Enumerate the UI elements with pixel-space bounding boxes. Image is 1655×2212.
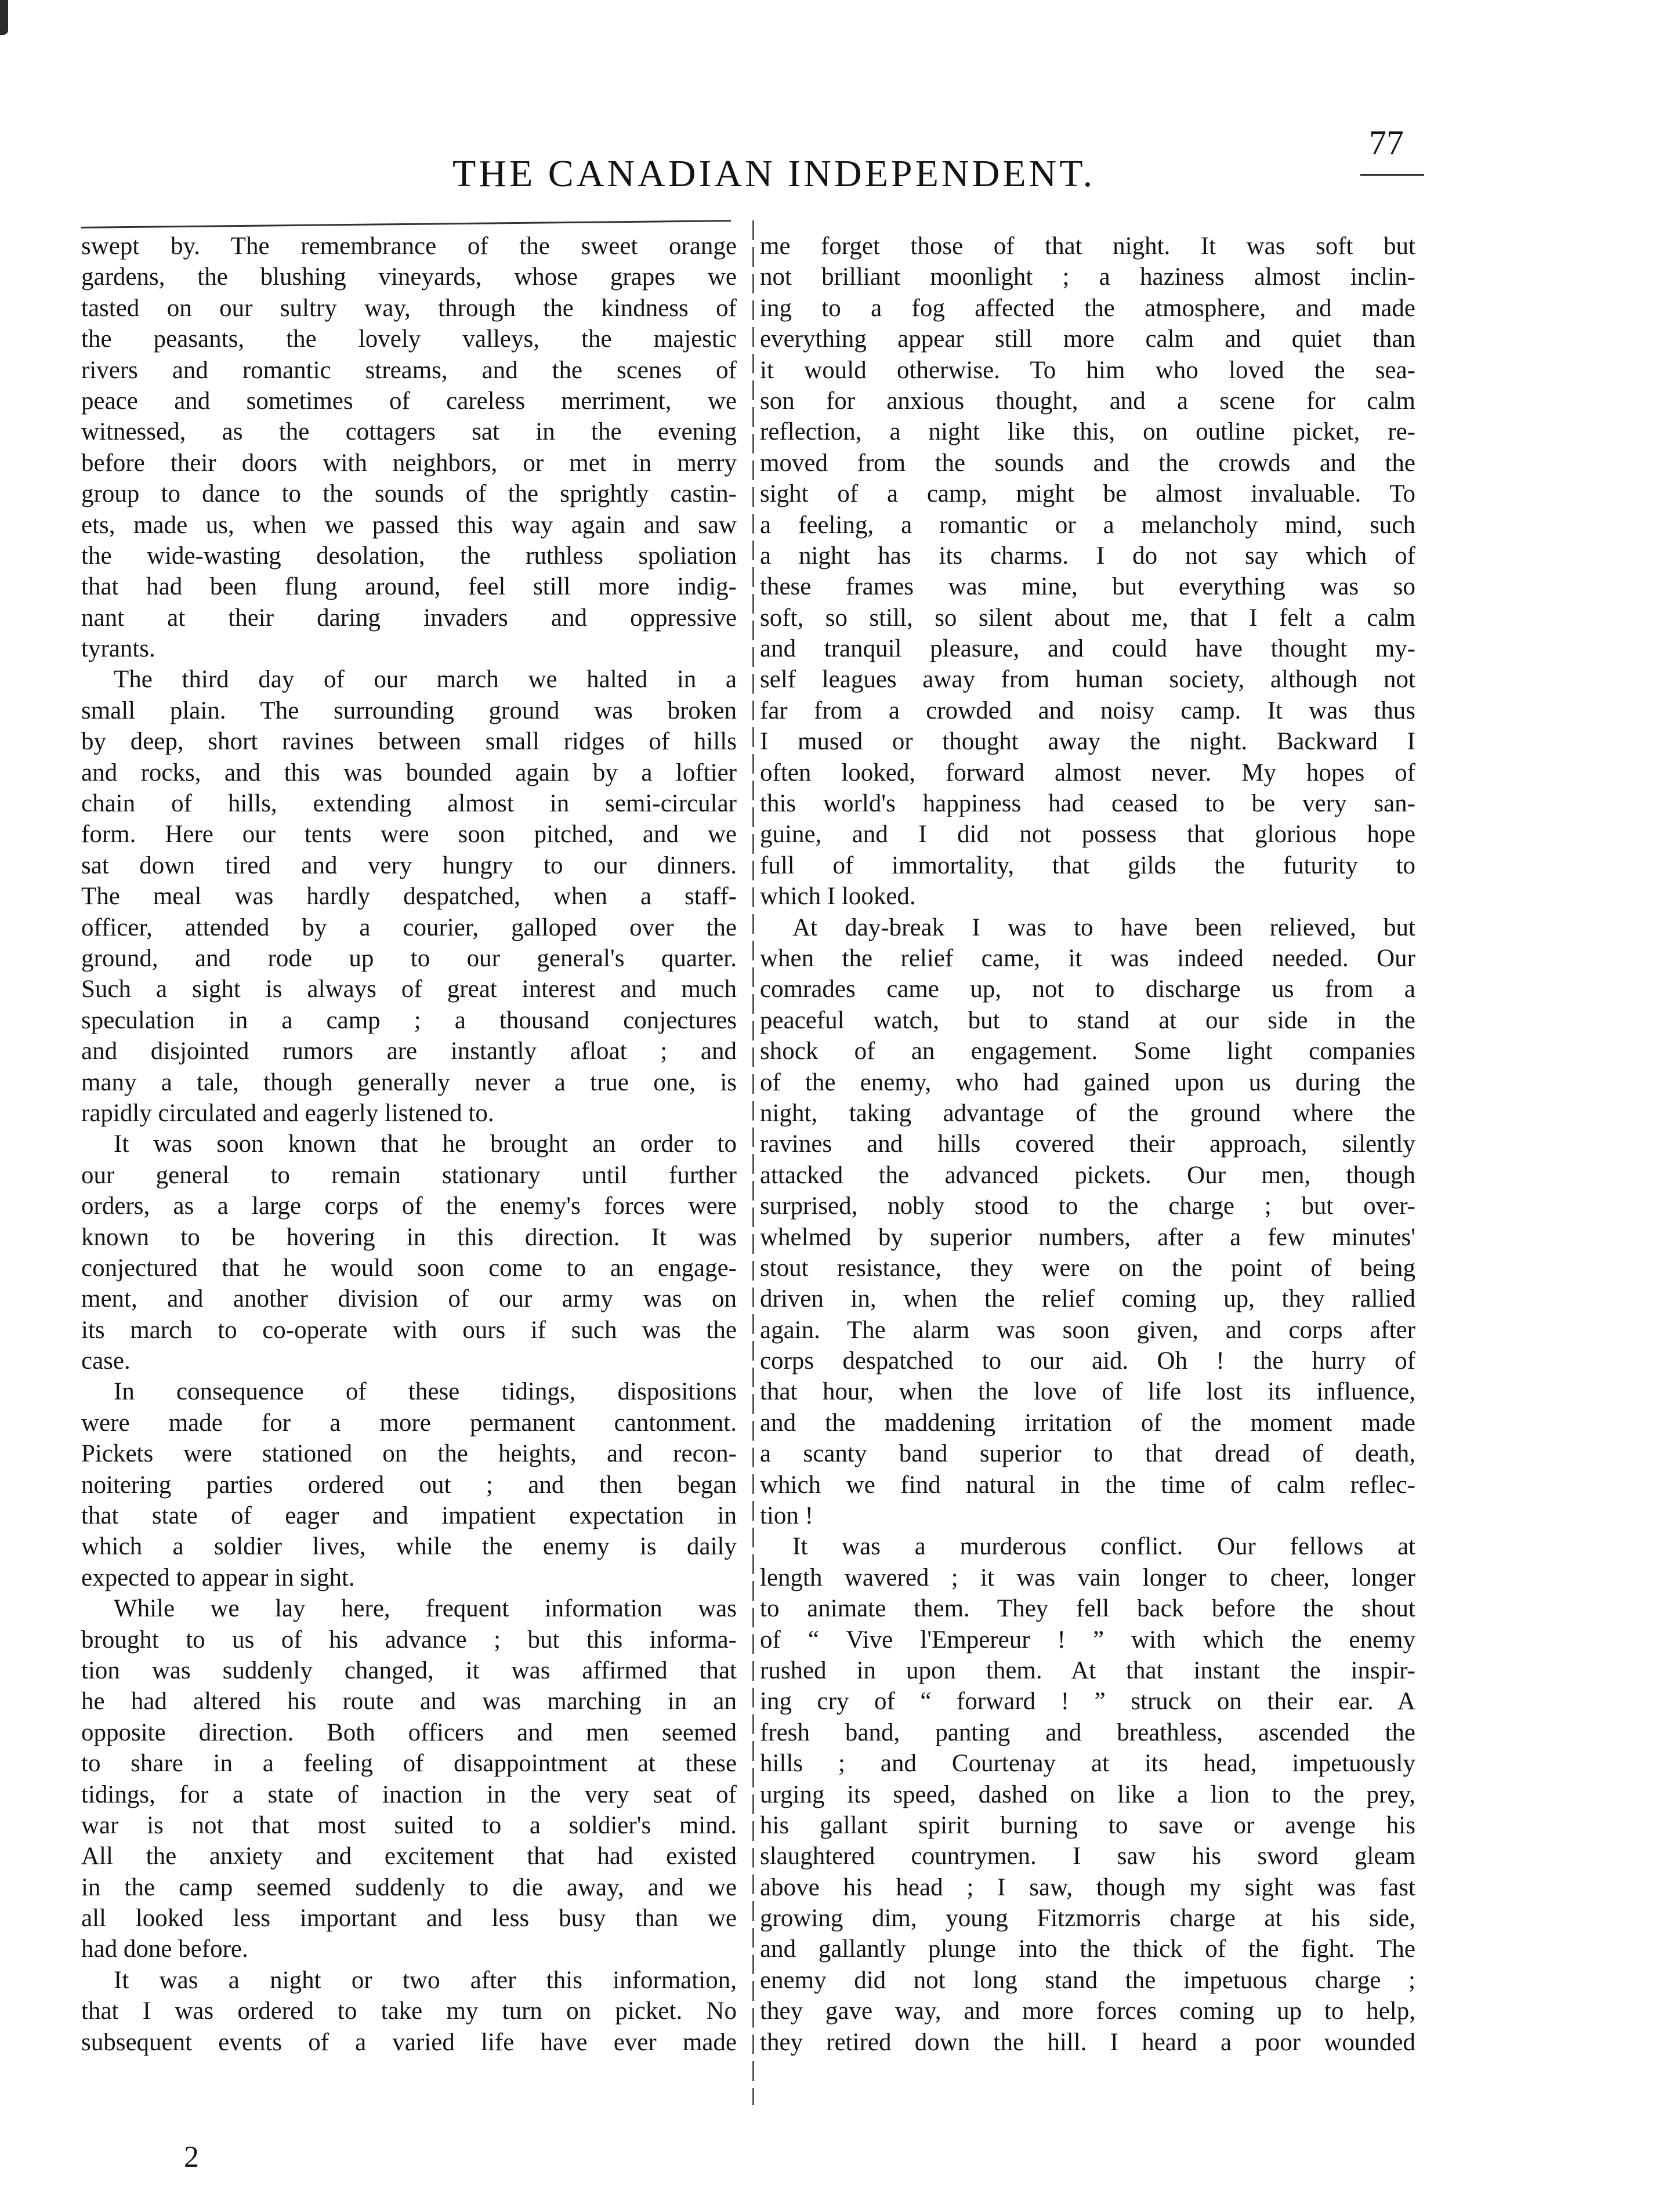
text-line: officer, attended by a courier, galloped over the — [81, 913, 737, 941]
text-line: our general to remain stationary until further — [81, 1161, 737, 1189]
text-line: by deep, short ravines between small ridges of hills — [81, 728, 737, 756]
text-line: I mused or thought away the night. Backward I — [760, 728, 1415, 756]
text-line: ing cry of “ forward ! ” struck on their ear. A — [760, 1688, 1415, 1716]
text-line: urging its speed, dashed on like a lion to the prey, — [760, 1781, 1415, 1808]
text-line: corps despatched to our aid. Oh ! the hurry of — [760, 1347, 1415, 1375]
text-line: above his head ; I saw, though my sight was fast — [760, 1873, 1415, 1901]
text-line: rushed in upon them. At that instant the inspir- — [760, 1656, 1415, 1684]
text-line: his gallant spirit burning to save or avenge his — [760, 1811, 1415, 1839]
text-line: again. The alarm was soon given, and corps after — [760, 1316, 1415, 1344]
text-line: he had altered his route and was marching in an — [81, 1688, 737, 1716]
text-line: and rocks, and this was bounded again by a loftier — [81, 759, 737, 786]
text-line: hills ; and Courtenay at its head, impetuously — [760, 1750, 1415, 1778]
text-line: which we find natural in the time of calm reflec- — [760, 1471, 1415, 1499]
text-column-left — [81, 231, 737, 2110]
text-line: that had been flung around, feel still more indig- — [81, 573, 737, 601]
text-line: peaceful watch, but to stand at our side in the — [760, 1006, 1415, 1034]
text-line: sight of a camp, might be almost invaluable. To — [760, 480, 1415, 508]
text-line: ground, and rode up to our general's quarter. — [81, 944, 737, 972]
text-line: subsequent events of a varied life have ever made — [81, 2028, 737, 2056]
text-line: and gallantly plunge into the thick of the fight. The — [760, 1935, 1415, 1963]
text-line: it would otherwise. To him who loved the sea- — [760, 356, 1415, 384]
text-line: comrades came up, not to discharge us from a — [760, 976, 1415, 1003]
text-line: of the enemy, who had gained upon us during the — [760, 1068, 1415, 1096]
text-line: The third day of our march we halted in a — [114, 666, 737, 694]
text-line: noitering parties ordered out ; and then began — [81, 1471, 737, 1499]
text-line: rapidly circulated and eagerly listened to. — [81, 1099, 494, 1127]
text-line: stout resistance, they were on the point of being — [760, 1254, 1415, 1282]
text-line: night, taking advantage of the ground where the — [760, 1099, 1415, 1127]
text-line: of “ Vive l'Empereur ! ” with which the enemy — [760, 1626, 1415, 1653]
header-rule — [81, 220, 731, 229]
text-line: gardens, the blushing vineyards, whose grapes we — [81, 263, 737, 291]
text-line: tasted on our sultry way, through the kindness of — [81, 294, 737, 322]
text-line: to animate them. They fell back before the shout — [760, 1595, 1415, 1623]
text-line: speculation in a camp ; a thousand conjectures — [81, 1006, 737, 1034]
text-line: fresh band, panting and breathless, ascended the — [760, 1718, 1415, 1746]
text-line: this world's happiness had ceased to be very san- — [760, 790, 1415, 818]
page-number: 77 — [1369, 124, 1404, 162]
text-line: not brilliant moonlight ; a haziness almost inclin- — [760, 263, 1415, 291]
text-line: It was soon known that he brought an order to — [114, 1130, 737, 1158]
text-line: self leagues away from human society, although not — [760, 666, 1415, 694]
text-line: enemy did not long stand the impetuous charge ; — [760, 1966, 1415, 1994]
text-line: had done before. — [81, 1935, 248, 1963]
page-edge-mark — [0, 0, 8, 35]
text-line: moved from the sounds and the crowds and the — [760, 449, 1415, 477]
signature-mark: 2 — [184, 2141, 199, 2174]
text-line: known to be hovering in this direction. It was — [81, 1223, 737, 1251]
text-line: shock of an engagement. Some light companies — [760, 1038, 1415, 1065]
text-line: Such a sight is always of great interest and much — [81, 976, 737, 1003]
text-line: far from a crowded and noisy camp. It was thus — [760, 697, 1415, 724]
text-line: soft, so still, so silent about me, that I felt a calm — [760, 604, 1415, 632]
text-line: war is not that most suited to a soldier's mind. — [81, 1811, 737, 1839]
text-line: ets, made us, when we passed this way again and saw — [81, 511, 737, 539]
text-line: that state of eager and impatient expectation in — [81, 1502, 737, 1530]
text-line: to share in a feeling of disappointment at these — [81, 1750, 737, 1778]
text-line: witnessed, as the cottagers sat in the evening — [81, 418, 737, 446]
text-line: a feeling, a romantic or a melancholy mind, such — [760, 511, 1415, 539]
text-line: opposite direction. Both officers and men seemed — [81, 1718, 737, 1746]
text-line: The meal was hardly despatched, when a staff- — [81, 883, 737, 911]
column-divider — [752, 220, 754, 2105]
text-line: nant at their daring invaders and oppressive — [81, 604, 737, 632]
text-line: me forget those of that night. It was soft but — [760, 233, 1415, 260]
page-title: THE CANADIAN INDEPENDENT. — [452, 153, 1096, 195]
text-line: full of immortality, that gilds the futurity to — [760, 851, 1415, 879]
text-line: rivers and romantic streams, and the scenes of — [81, 356, 737, 384]
text-line: expected to appear in sight. — [81, 1564, 355, 1591]
text-line: form. Here our tents were soon pitched, and we — [81, 821, 737, 848]
text-line: a scanty band superior to that dread of death, — [760, 1440, 1415, 1468]
text-line: peace and sometimes of careless merriment, we — [81, 387, 737, 415]
text-line: tion ! — [760, 1502, 813, 1530]
text-line: were made for a more permanent cantonment. — [81, 1409, 737, 1437]
text-line: and tranquil pleasure, and could have thought my- — [760, 635, 1415, 663]
text-line: the wide-wasting desolation, the ruthless spoliation — [81, 542, 737, 570]
text-line: its march to co-operate with ours if such was the — [81, 1316, 737, 1344]
text-line: everything appear still more calm and quiet than — [760, 325, 1415, 353]
text-column-right — [760, 231, 1415, 2110]
text-line: and disjointed rumors are instantly afloat ; and — [81, 1038, 737, 1065]
text-line: ing to a fog affected the atmosphere, and made — [760, 294, 1415, 322]
text-line: group to dance to the sounds of the sprightly castin- — [81, 480, 737, 508]
text-line: before their doors with neighbors, or met in merry — [81, 449, 737, 477]
text-line: ment, and another division of our army was on — [81, 1285, 737, 1313]
text-line: In consequence of these tidings, dispositions — [114, 1378, 737, 1406]
text-line: when the relief came, it was indeed needed. Our — [760, 944, 1415, 972]
text-line: While we lay here, frequent information was — [114, 1595, 737, 1623]
text-line: guine, and I did not possess that glorious hope — [760, 821, 1415, 848]
text-line: It was a night or two after this information, — [114, 1966, 737, 1994]
text-line: growing dim, young Fitzmorris charge at his side, — [760, 1905, 1415, 1932]
text-line: they gave way, and more forces coming up to help, — [760, 1997, 1415, 2025]
text-line: At day-break I was to have been relieved, but — [792, 913, 1415, 941]
text-line: case. — [81, 1347, 131, 1375]
text-line: a night has its charms. I do not say which of — [760, 542, 1415, 570]
text-line: slaughtered countrymen. I saw his sword gleam — [760, 1843, 1415, 1870]
text-line: tidings, for a state of inaction in the very seat of — [81, 1781, 737, 1808]
text-line: attacked the advanced pickets. Our men, though — [760, 1161, 1415, 1189]
text-line: sat down tired and very hungry to our dinners. — [81, 851, 737, 879]
text-line: these frames was mine, but everything was so — [760, 573, 1415, 601]
text-line: many a tale, though generally never a true one, is — [81, 1068, 737, 1096]
text-line: small plain. The surrounding ground was broken — [81, 697, 737, 724]
text-line: whelmed by superior numbers, after a few minutes' — [760, 1223, 1415, 1251]
text-line: tion was suddenly changed, it was affirmed that — [81, 1656, 737, 1684]
page-number-rule — [1360, 174, 1424, 176]
text-line: all looked less important and less busy than we — [81, 1905, 737, 1932]
text-line: the peasants, the lovely valleys, the majestic — [81, 325, 737, 353]
text-line: son for anxious thought, and a scene for calm — [760, 387, 1415, 415]
text-line: they retired down the hill. I heard a poor wounded — [760, 2028, 1415, 2056]
text-line: orders, as a large corps of the enemy's forces were — [81, 1192, 737, 1220]
text-line: tyrants. — [81, 635, 155, 663]
text-line: swept by. The remembrance of the sweet orange — [81, 233, 737, 260]
text-line: ravines and hills covered their approach, silently — [760, 1130, 1415, 1158]
text-line: All the anxiety and excitement that had existed — [81, 1843, 737, 1870]
text-line: in the camp seemed suddenly to die away, and we — [81, 1873, 737, 1901]
text-line: reflection, a night like this, on outline picket, re- — [760, 418, 1415, 446]
text-line: Pickets were stationed on the heights, and recon- — [81, 1440, 737, 1468]
text-line: conjectured that he would soon come to an engage- — [81, 1254, 737, 1282]
text-line: chain of hills, extending almost in semi-circular — [81, 790, 737, 818]
text-line: It was a murderous conflict. Our fellows at — [792, 1533, 1415, 1561]
text-line: and the maddening irritation of the moment made — [760, 1409, 1415, 1437]
text-line: brought to us of his advance ; but this informa- — [81, 1626, 737, 1653]
text-line: driven in, when the relief coming up, they rallied — [760, 1285, 1415, 1313]
text-line: that I was ordered to take my turn on picket. No — [81, 1997, 737, 2025]
text-line: surprised, nobly stood to the charge ; but over- — [760, 1192, 1415, 1220]
text-line: which a soldier lives, while the enemy is daily — [81, 1533, 737, 1561]
text-line: often looked, forward almost never. My hopes of — [760, 759, 1415, 786]
text-line: that hour, when the love of life lost its influence, — [760, 1378, 1415, 1406]
text-line: which I looked. — [760, 883, 916, 911]
text-line: length wavered ; it was vain longer to cheer, longer — [760, 1564, 1415, 1591]
